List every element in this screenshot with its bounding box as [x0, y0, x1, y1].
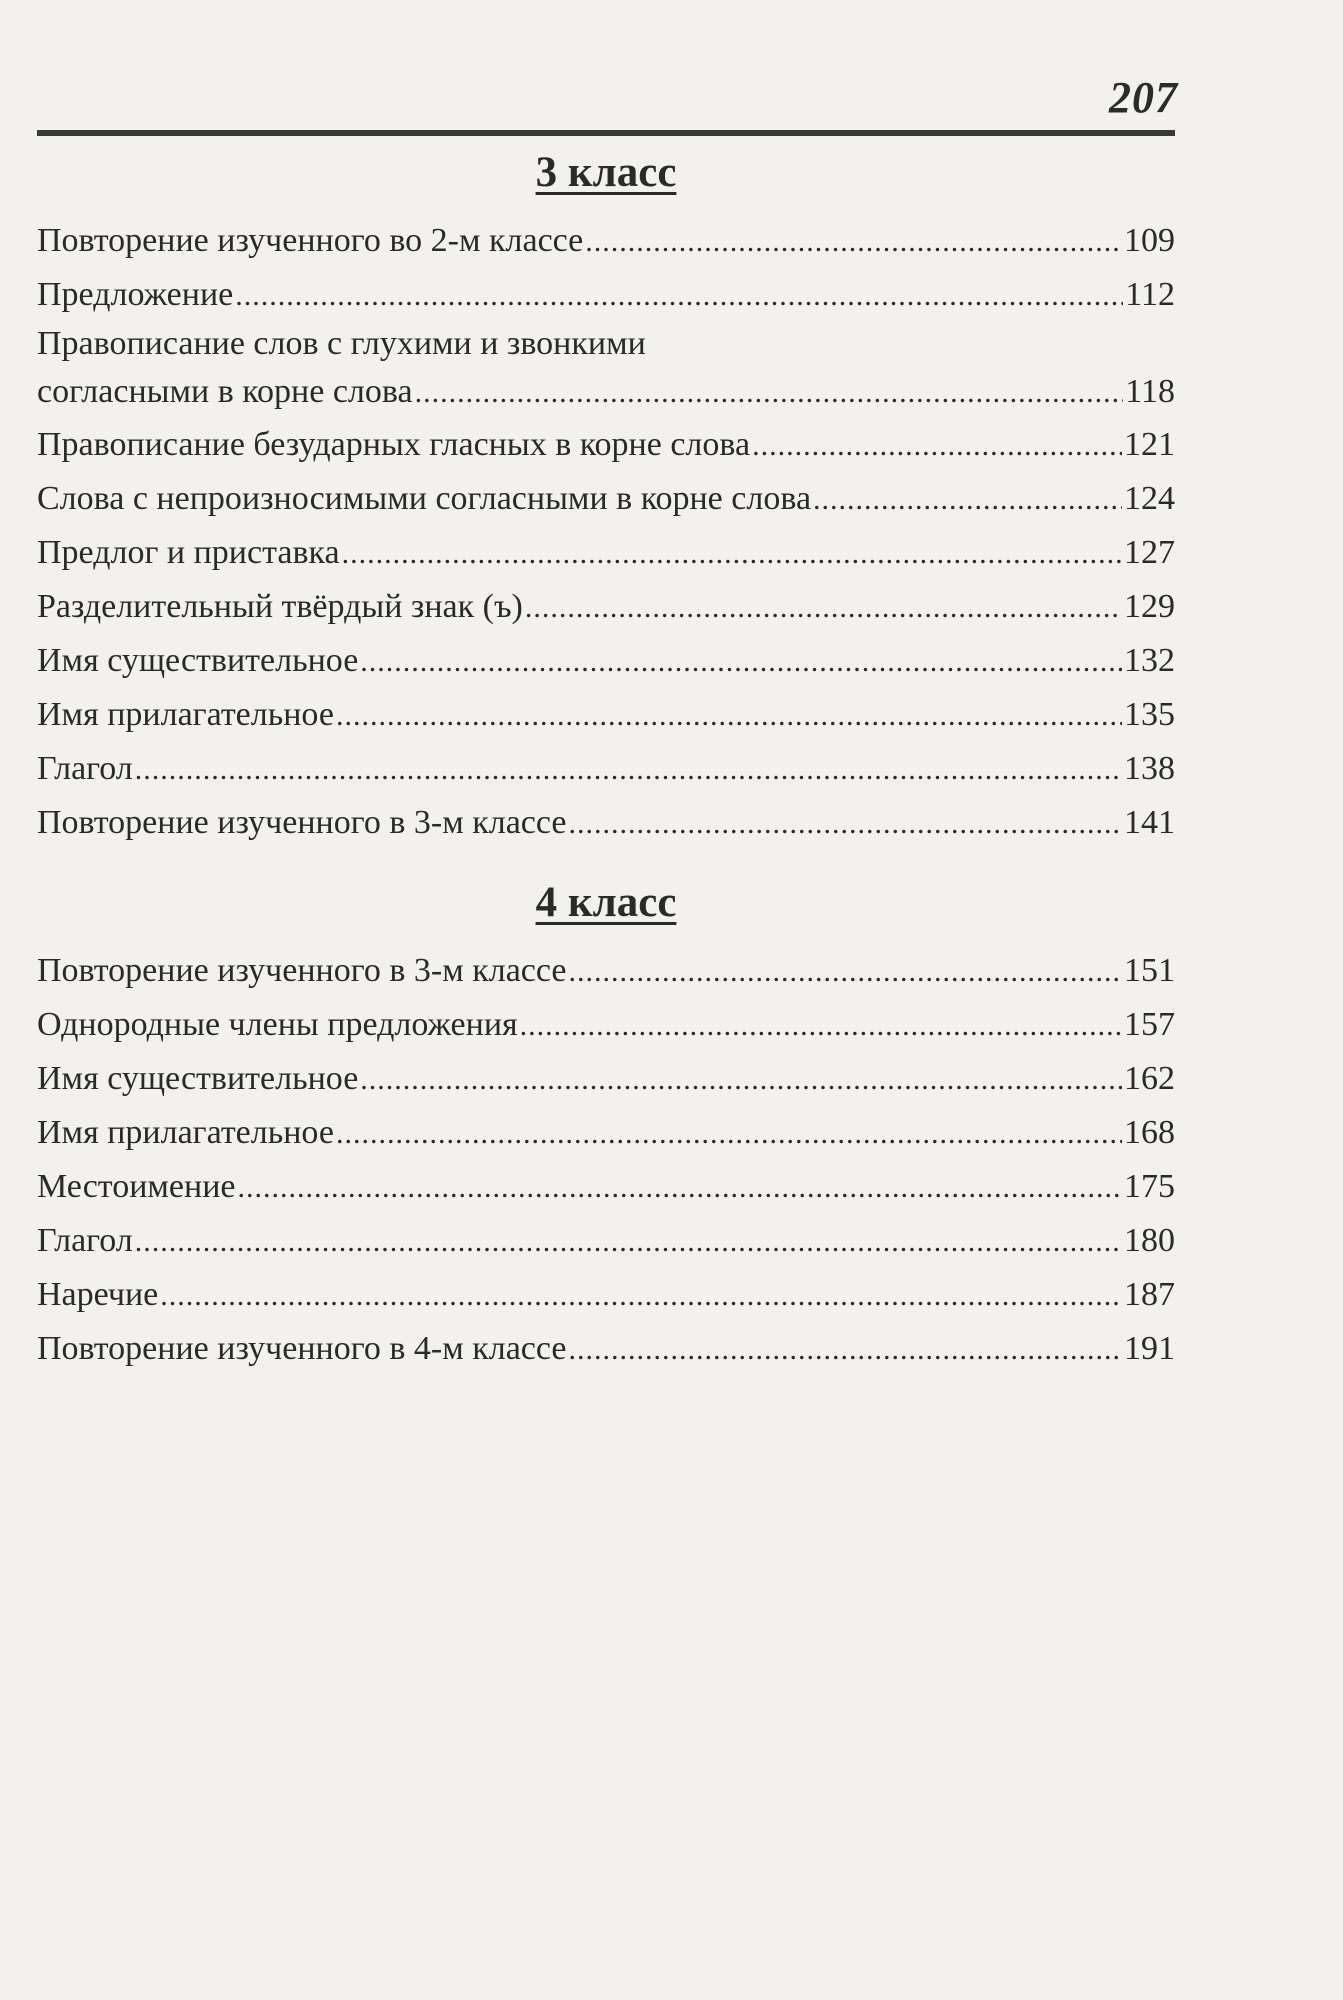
toc-entry-page: 168 — [1124, 1114, 1175, 1151]
dot-leader — [238, 1161, 1122, 1214]
dot-leader — [813, 473, 1122, 526]
toc-list — [37, 944, 1175, 1376]
toc-entry[interactable] — [37, 1322, 1175, 1376]
toc-entry[interactable] — [37, 268, 1175, 322]
toc-entry[interactable] — [37, 580, 1175, 634]
toc-entry-page: 151 — [1124, 952, 1175, 989]
toc-entry-page: 127 — [1124, 534, 1175, 571]
dot-leader — [336, 689, 1122, 742]
toc-entry[interactable] — [37, 322, 1175, 418]
toc-entry-title: Глагол — [37, 1222, 133, 1259]
toc-entry-title: Разделительный твёрдый знак (ъ) — [37, 588, 523, 625]
toc-entry-page: 191 — [1124, 1330, 1175, 1367]
toc-entry-title: Наречие — [37, 1276, 159, 1313]
dot-leader — [569, 1323, 1123, 1376]
section-grade-4 — [37, 870, 1175, 1376]
toc-entry-title: Имя существительное — [37, 642, 359, 679]
toc-entry-title: Повторение изученного в 3-м классе — [37, 952, 567, 989]
toc-entry-page: 109 — [1124, 222, 1175, 259]
toc-entry-title: Однородные члены предложения — [37, 1006, 518, 1043]
toc-entry[interactable] — [37, 796, 1175, 850]
toc-entry-page: 162 — [1124, 1060, 1175, 1097]
toc-entry-page: 138 — [1124, 750, 1175, 787]
toc-entry-page: 157 — [1124, 1006, 1175, 1043]
dot-leader — [360, 635, 1122, 688]
dot-leader — [585, 215, 1122, 268]
toc-entry-title-line1: Правописание слов с глухими и звонкими — [37, 325, 646, 362]
toc-entry[interactable] — [37, 1106, 1175, 1160]
dot-leader — [360, 1053, 1122, 1106]
dot-leader — [569, 797, 1123, 850]
toc-entry-title: Повторение изученного в 4-м классе — [37, 1330, 567, 1367]
toc-entry[interactable] — [37, 1214, 1175, 1268]
toc-entry[interactable] — [37, 214, 1175, 268]
section-heading: 3 класс — [535, 149, 677, 196]
toc-entry[interactable] — [37, 742, 1175, 796]
toc-entry[interactable] — [37, 998, 1175, 1052]
page-number: 207 — [1109, 73, 1178, 122]
toc-entry-page: 112 — [1125, 276, 1175, 313]
section-heading: 4 класс — [535, 879, 677, 926]
dot-leader — [569, 945, 1123, 998]
dot-leader — [342, 527, 1122, 580]
toc-entry[interactable] — [37, 944, 1175, 998]
toc-entry[interactable] — [37, 688, 1175, 742]
dot-leader — [752, 419, 1122, 472]
toc-entry-page: 132 — [1124, 642, 1175, 679]
toc-entry-page: 180 — [1124, 1222, 1175, 1259]
toc-entry[interactable] — [37, 1052, 1175, 1106]
toc-entry-title: Имя прилагательное — [37, 696, 334, 733]
dot-leader — [235, 269, 1123, 322]
toc-entry-page: 141 — [1124, 804, 1175, 841]
toc-entry-title: Предложение — [37, 276, 234, 313]
toc-entry-page: 121 — [1124, 426, 1175, 463]
toc-entry[interactable] — [37, 634, 1175, 688]
toc-entry[interactable] — [37, 1268, 1175, 1322]
toc-entry-title: Слова с непроизносимыми согласными в корне слова — [37, 480, 812, 517]
toc-entry-page: 175 — [1124, 1168, 1175, 1205]
toc-entry[interactable] — [37, 418, 1175, 472]
toc-entry-page: 129 — [1124, 588, 1175, 625]
toc-entry-title: Повторение изученного во 2-м классе — [37, 222, 584, 259]
toc-entry[interactable] — [37, 526, 1175, 580]
toc-entry[interactable] — [37, 1160, 1175, 1214]
toc-entry-title: Правописание безударных гласных в корне слова — [37, 426, 751, 463]
toc-entry-page: 124 — [1124, 480, 1175, 517]
toc-list — [37, 214, 1175, 850]
header-rule — [37, 130, 1175, 136]
dot-leader — [520, 999, 1122, 1052]
toc-entry-title: Глагол — [37, 750, 133, 787]
toc-entry-title: Повторение изученного в 3-м классе — [37, 804, 567, 841]
dot-leader — [336, 1107, 1122, 1160]
dot-leader — [135, 743, 1122, 796]
toc-entry-title: Предлог и приставка — [37, 534, 340, 571]
toc-entry-title: Имя существительное — [37, 1060, 359, 1097]
toc-entry-title-line2: согласными в корне слова — [37, 373, 413, 410]
dot-leader — [525, 581, 1122, 634]
toc-entry-title: Имя прилагательное — [37, 1114, 334, 1151]
toc-entry[interactable] — [37, 472, 1175, 526]
toc-entry-page: 187 — [1124, 1276, 1175, 1313]
toc-entry-title: Местоимение — [37, 1168, 236, 1205]
toc-entry-page: 135 — [1124, 696, 1175, 733]
dot-leader — [135, 1215, 1122, 1268]
dot-leader — [415, 367, 1124, 418]
dot-leader — [160, 1269, 1122, 1322]
toc-entry-page: 118 — [1125, 373, 1175, 410]
section-grade-3 — [37, 140, 1175, 850]
